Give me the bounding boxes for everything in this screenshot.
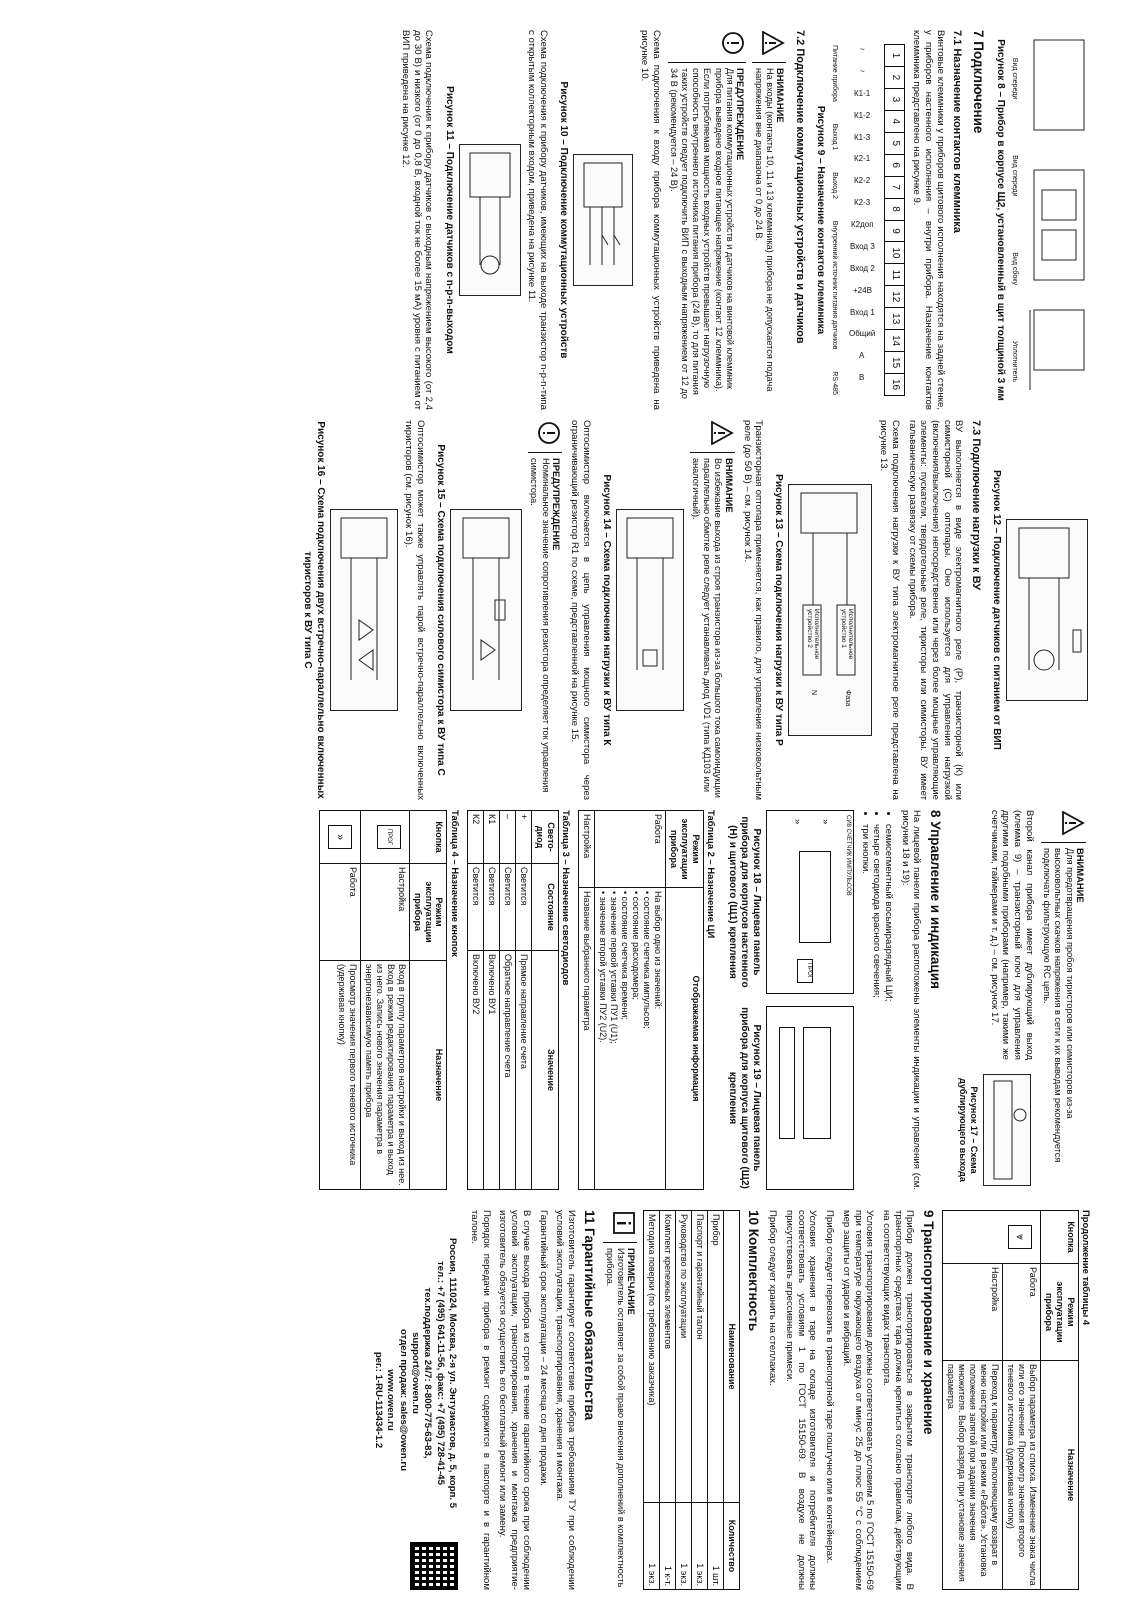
fig17-caption: Рисунок 17 – Схема дублирующего выхода — [957, 1078, 979, 1182]
fig16-diagram — [330, 509, 398, 711]
terminal-label: А — [859, 351, 866, 361]
fig14-caption: Рисунок 14 – Схема подключения нагрузки к ВУ типа К — [600, 474, 612, 746]
table4-continued-title: Продолжение таблицы 4 — [1081, 1210, 1092, 1326]
fig12-diagram — [1006, 519, 1088, 701]
table-cell: Прибор — [708, 1211, 724, 1503]
table-header: Состояние — [531, 864, 558, 951]
table-row — [467, 811, 483, 1190]
warning-title: ВНИМАНИЕ — [723, 458, 735, 513]
table-header: Свето-диод — [531, 811, 558, 864]
fig8-label: Вид спереди — [1011, 155, 1019, 197]
table-row — [595, 811, 666, 1190]
fig13-intro: Схема подключения нагрузки к ВУ типа электромагнитное реле представлена на рисунке 13. — [878, 420, 901, 800]
table-row — [644, 1211, 660, 1590]
table-cell: Выбор параметра из списка. Изменение знака числа или его значения. Просмотр значения второго теневого источника (удерживая кнопку) — [1002, 1361, 1040, 1590]
caution-note — [528, 420, 562, 800]
column-b — [293, 420, 1092, 800]
fig10-caption: Рисунок 10 – Подключение коммутационных устройств — [558, 81, 570, 359]
terminal-label: +24В — [852, 285, 872, 295]
table-cell: На выбор одно из значений: — [653, 891, 664, 1010]
warning-note — [690, 420, 735, 800]
terminal: 11 — [885, 264, 903, 286]
caution-note — [668, 30, 747, 410]
terminal-label: К2-2 — [854, 176, 871, 186]
table-cell: Паспорт и гарантийный талон — [692, 1211, 708, 1503]
table-cell: + — [515, 811, 531, 864]
digital-display — [803, 1027, 831, 1139]
table-cell: • состояние счетчика импульсов; — [642, 891, 653, 1029]
table-header: Кнопка — [409, 811, 447, 864]
table-cell: 1 экз. — [676, 1503, 692, 1590]
section-7-2-title: 7.2 Подключение коммутационных устройств и датчиков — [793, 30, 806, 344]
terminal: 1 — [885, 45, 903, 67]
warning-triangle-icon — [760, 30, 786, 56]
terminal: 15 — [885, 352, 903, 374]
terminal: 7 — [885, 177, 903, 199]
column-c — [313, 810, 1092, 1190]
fig13-label: Исполнительное устройство 1 — [839, 609, 855, 660]
contact-line: отдел продаж: sales@owen.ru — [397, 1329, 409, 1471]
fig15-caption: Рисунок 15 – Схема подключения силового симистора к ВУ типа С — [435, 444, 447, 776]
table3-title: Таблица 3 – Назначение светодиодов — [561, 810, 573, 986]
table-cell: Включено ВУ2 — [467, 951, 483, 1190]
fig9-caption: Рисунок 9 – Назначение контактов клеммника — [814, 105, 826, 335]
section-7-1-title: 7.1 Назначение контактов клеммника — [951, 30, 964, 233]
section-10-title: 10 Комплектность — [745, 1210, 761, 1332]
table-cell: • значение первой уставки ПУ1 (U1); — [609, 891, 620, 1044]
table4-continued — [942, 1210, 1079, 1590]
terminal-label: К1-1 — [854, 88, 871, 98]
transistor-text: Транзисторная оптопара применяется, как правило, для управления низковольтным реле (до 50 В) – см. рисунок 14. — [741, 420, 765, 800]
section-11-text: Гарантийный срок эксплуатации – 24 месяца со дня продажи. — [537, 1210, 549, 1487]
terminal: 10 — [885, 242, 903, 264]
section-7-title: 7 Подключение — [970, 30, 986, 134]
contact-block — [371, 1210, 458, 1590]
table-cell: Просмотр значения первого теневого источника (удерживая кнопку) — [319, 961, 360, 1190]
fig16-caption: Рисунок 16 – Схема подключения двух встречно-параллельно включенных тиристоров к ВУ типа С — [302, 421, 326, 799]
table-row — [660, 1211, 676, 1590]
duplicate-output-text: Второй канал прибора имеет дублирующий выход (клемма 9) – транзисторный ключ для управления другими подобными приборами (например, такими же счетчиками, таймерами и т. д.) – см. рисунок 17. — [988, 810, 1035, 1060]
exclamation-circle-icon — [720, 30, 746, 56]
table-row — [692, 1211, 708, 1590]
caution-title: ПРЕДУПРЕЖДЕНИЕ — [735, 68, 747, 161]
table-kit — [643, 1210, 740, 1590]
table-row — [676, 1211, 692, 1590]
table-row — [483, 811, 499, 1190]
table-cell: Руководство по эксплуатации — [676, 1211, 692, 1503]
table-cell: • состояние счетчика времени; — [620, 891, 631, 1020]
warning-note — [1041, 810, 1086, 1190]
table-header: Режим эксплуатации прибора — [666, 811, 704, 888]
terminal: 12 — [885, 286, 903, 308]
list-item: • семисегментный восьмиразрядный ЦИ; — [882, 824, 894, 1190]
warning-note — [752, 30, 786, 410]
terminal: 5 — [885, 133, 903, 155]
fig13-label: Исполнительное устройство 2 — [805, 609, 821, 660]
section-11-title: 11 Гарантийные обязательства — [582, 1210, 598, 1421]
fig12-intro: Схема подключения к прибору датчиков с выходным напряжением высокого (от 2,4 до 30 В) и низкого (от 0 до 0,8 В, входной ток не более 15 мА) уровня с питанием от ВИП приведена на рисунке 12. — [400, 30, 435, 410]
fig9-side-label: Выход 1 — [831, 123, 839, 151]
section-11-text: Порядок передачи прибора в ремонт содержится в паспорте и в гарантийном талоне. — [469, 1210, 492, 1590]
table-cell: Обратное направление счета — [499, 951, 515, 1190]
fig9-side-label: Выход 2 — [831, 172, 839, 199]
section-9-text: Прибор должен транспортироваться в закрытом транспорте любого вида. В транспортных средствах тара должна крепиться согласно правилам, действующим на соответствующих видах транспорта. — [881, 1210, 916, 1590]
terminal-label: К2доп — [851, 220, 874, 229]
terminal-label: К1-3 — [854, 132, 871, 142]
digital-display — [799, 851, 831, 943]
table-cell: • состояние расходомера; — [631, 891, 642, 1000]
fig19-caption: Рисунок 19 – Лицевая панель прибора для корпуса щитового (Щ2) крепления — [726, 1007, 762, 1189]
table-cell: – — [499, 811, 515, 864]
info-icon — [611, 1210, 637, 1236]
prog-button-icon: ПРОГ — [377, 825, 401, 849]
table-row — [942, 1211, 1002, 1590]
terminal-label: Вход 2 — [850, 263, 875, 273]
exclamation-circle-icon — [536, 420, 562, 446]
table-cell: Прямое направление счета — [515, 951, 531, 1190]
contact-line: тех.поддержка 24/7: 8-800-775-63-83, — [422, 1287, 434, 1459]
table3 — [467, 810, 559, 1190]
terminal: 16 — [889, 378, 901, 391]
note-title: ПРИМЕЧАНИЕ — [626, 1248, 638, 1315]
terminal-label: К1-2 — [854, 110, 871, 120]
table-row — [708, 1211, 724, 1590]
table2 — [578, 810, 704, 1190]
fig11-diagram — [459, 144, 521, 296]
contact-line: support@owen.ru — [409, 1332, 421, 1414]
table4-title: Таблица 4 – Назначение кнопок — [449, 810, 461, 957]
warning-triangle-icon — [709, 420, 735, 446]
info-note — [603, 1210, 637, 1590]
table4 — [319, 810, 448, 1190]
table2-title: Таблица 2 – Назначение ЦИ — [706, 810, 718, 939]
table-cell: • значение второй уставки ПУ2 (U2). — [598, 891, 609, 1043]
section-8-list — [859, 824, 894, 1190]
double-arrow-down-icon: ⩔ — [1008, 1225, 1032, 1249]
fig8-label: Вид спереди — [1011, 57, 1019, 100]
terminal: 9 — [885, 221, 903, 243]
terminal-label: Вход 3 — [850, 241, 875, 251]
table-cell: 1 экз. — [692, 1503, 708, 1590]
terminal: 8 — [885, 199, 903, 221]
table-header: Количество — [724, 1503, 740, 1590]
table-cell: Настройка — [942, 1264, 1002, 1361]
table-cell: 1 к-т. — [660, 1503, 676, 1590]
table-cell: Методика поверки (по требованию заказчика) — [644, 1211, 660, 1503]
table-row — [515, 811, 531, 1190]
fig10-diagram — [573, 154, 633, 286]
warning-text: На входы (контакты 10, 11 и 13 клеммника) прибора не допускается подача напряжения вне диапазона от 0 до 24 В. — [753, 68, 775, 392]
table-cell: Настройка — [579, 811, 595, 888]
table-cell: 1 экз. — [644, 1503, 660, 1590]
terminal: 6 — [885, 155, 903, 177]
fig17-diagram — [983, 1074, 1031, 1186]
fig15-diagram — [450, 509, 522, 711]
front-panel-n-sch1: СИ8 СЧЕТЧИК ИМПУЛЬСОВ » » ПРОГ — [766, 810, 854, 994]
terminal-label: К2-3 — [854, 198, 871, 208]
table-cell: Настройка — [360, 864, 409, 961]
note-text: Изготовитель оставляет за собой право внесения дополнений в комплектность прибора. — [604, 1248, 626, 1588]
table-cell: Светится — [483, 864, 499, 951]
section-9-title: 9 Транспортирование и хранение — [920, 1210, 936, 1435]
fig13-label: Фаза — [844, 690, 852, 707]
terminal-label: Общий — [849, 329, 876, 339]
fig13-label: N — [810, 690, 818, 696]
fig9-side-label: RS-485 — [831, 371, 839, 395]
fig14-diagram — [616, 509, 684, 711]
table-cell: Работа — [319, 864, 360, 961]
table-cell: Светится — [515, 864, 531, 951]
table-header: Наименование — [724, 1211, 740, 1503]
warning-triangle-icon — [1060, 810, 1086, 836]
table-cell: Комплект крепежных элементов — [660, 1211, 676, 1503]
warning-title: ВНИМАНИЕ — [1075, 848, 1086, 903]
terminal-label: В — [859, 373, 866, 383]
contact-line: Россия, 111024, Москва, 2-я ул. Энтузиастов, д. 5, корп. 5 — [447, 1237, 459, 1509]
fig13-diagram — [788, 484, 872, 736]
button-row — [779, 1027, 795, 1139]
table-header: Режим эксплуатации прибора — [409, 864, 447, 961]
fig13-caption: Рисунок 13 – Схема подключения нагрузки к ВУ типа Р — [773, 474, 785, 746]
fig8-caption: Рисунок 8 – Прибор в корпусе Щ2, установленный в щит толщиной 3 мм — [994, 39, 1006, 401]
list-item: • четыре светодиода красного свечения; — [871, 824, 883, 1190]
section-7-1-text: Винтовые клеммники у приборов щитового исполнения находятся на задней стенке, у приборов настенного исполнения – внутри прибора. Назначение контактов клеммника представлено на рисунке 9. — [911, 30, 946, 410]
section-9-text: Условия транспортирования должны соответствовать условиям 5 по ГОСТ 15150-69 при температуре окружающего воздуха от минус 25 до плюс 55 °С с соблюдением мер защиты от ударов и вибраций. — [840, 1210, 876, 1590]
section-9-text: Прибор следует хранить на стеллажах. — [767, 1210, 779, 1386]
terminal: 14 — [885, 330, 903, 352]
table-header: Значение — [531, 951, 558, 1190]
list-item: • три кнопки. — [859, 824, 871, 1190]
table-header: Назначение — [1040, 1361, 1078, 1590]
caution-text: Для питания коммутационных устройств и датчиков на винтовой клеммник прибора выведено входное питающее напряжение (контакт 12 клеммника). Если потребляемая мощность входных устройств превышает нагрузочную способность внутреннего источника питания прибора (24 В), то для питания таких устройств следует подключить ВИП с выходным напряжением от 12 до 34 В (рекомендуется – 24 В). — [668, 68, 735, 399]
column-a — [394, 30, 1092, 410]
terminal: 2 — [885, 67, 903, 89]
terminal-label: ~ — [860, 66, 865, 76]
terminal: 4 — [885, 111, 903, 133]
section-9-text: Прибор следует перевозить в транспортной таре поштучно или в контейнерах. — [824, 1210, 836, 1564]
table-cell: Вход в группу параметров настройки и выход из нее. Вход в режим редактирования параметра и выход из него. Запись нового значения параметра в энергонезависимую память прибора — [360, 961, 409, 1190]
table-cell: Светится — [467, 864, 483, 951]
fig11-caption: Рисунок 11 – Подключение датчиков с n-p-n-выходом — [443, 86, 455, 354]
front-panel-sch2 — [766, 1006, 854, 1190]
table-cell: Работа — [595, 811, 666, 888]
fig9-side-label: Питание прибора — [831, 45, 839, 102]
section-11-text: В случае выхода прибора из строя в течение гарантийного срока при соблюдении условий эксплуатации, транспортирования, хранения и монтажа предприятие-изготовитель обязуется осуществить его бесплатный ремонт или замену. — [497, 1210, 532, 1590]
terminal-block — [884, 44, 904, 396]
right-spread — [0, 810, 1132, 1600]
table-cell: К1 — [483, 811, 499, 864]
terminal-label: ~ — [860, 45, 865, 54]
fig9-side-label: Внутренний источник питания датчиков — [831, 220, 839, 350]
table-header: Назначение — [409, 961, 447, 1190]
fig18-caption: Рисунок 18 – Лицевая панель прибора для корпусов настенного (Н) и щитового (Щ1) крепления — [726, 816, 762, 988]
contact-line: рег.: 1-RU-113434-1.2 — [372, 1351, 384, 1449]
table-cell: Работа — [1002, 1264, 1040, 1361]
table-row — [319, 811, 360, 1190]
column-d — [371, 1210, 1092, 1590]
table-header: Режим эксплуатации прибора — [1040, 1264, 1078, 1361]
contact-line: www.owen.ru — [385, 1369, 397, 1431]
fast-forward-icon: » — [328, 825, 352, 849]
fig12-caption: Рисунок 12 – Подключение датчиков с питанием от ВИП — [991, 470, 1002, 750]
table-header: Отображаемая информация — [666, 888, 704, 1190]
caution-text: Номинальное значение сопротивления резистора определяет ток управления симистора. — [529, 458, 551, 793]
table-cell: Светится — [499, 864, 515, 951]
fast-forward-icon: » — [819, 819, 831, 825]
table-row — [1002, 1211, 1040, 1590]
terminal-label: Вход 1 — [850, 307, 875, 317]
contact-line: тел.: +7 (495) 641-11-56, факс: +7 (495) 728-41-45 — [434, 1261, 446, 1485]
fig11-intro: Схема подключения к прибору датчиков, имеющих на выходе транзистор n-p-n-типа с открытым коллекторным входом, приведена на рисунке 11. — [526, 30, 549, 410]
terminal-label: К2-1 — [854, 154, 871, 164]
fig8-drawing — [1022, 30, 1092, 410]
section-8-text: На лицевой панели прибора расположены элементы индикации и управления (см. рисунки 18 и 19): — [899, 810, 923, 1190]
table-cell: Переход к параметру, выполняющему возврат в меню настройки или в режим «Работа». Установка положения запятой при задании значения множителя. Выбор разряда при установке значения параметра — [942, 1361, 1002, 1590]
table-row — [499, 811, 515, 1190]
fig8-label: Уплотнитель — [1011, 340, 1019, 383]
fast-forward-icon: » — [791, 819, 803, 825]
terminal-labels — [840, 45, 884, 395]
terminal: 13 — [885, 308, 903, 330]
fig8-label: Вид сбоку — [1011, 252, 1019, 285]
section-9-text: Условия хранения в таре на складе изготовителя и потребителя должны соответствовать условиям 1 по ГОСТ 15150-69. В воздухе не должны присутствовать агрессивные примеси. — [784, 1210, 819, 1590]
terminal: 3 — [885, 89, 903, 111]
fig16-intro: Оптосимистор может также управлять парой встречно-параллельно включенных тиристоров (см. рисунок 16). — [403, 420, 427, 800]
table-cell: Название выбранного параметра — [579, 888, 595, 1190]
table-cell: Включено ВУ1 — [483, 951, 499, 1190]
section-7-3-text: ВУ выполняется в виде электромагнитного реле (Р), транзисторной (К) или симисторной (С) оптопары. Оно используется для управления нагрузкой (включения/выключения) непосредственно или через более мощные управляющие элементы: пускатели, твердотельные реле, тиристоры или симисторы. ВУ имеет гальваническую развязку от схемы прибора. — [906, 420, 965, 800]
section-11-text: Изготовитель гарантирует соответствие прибора требованиям ТУ при соблюдении условий эксплуатации, транспортирования, хранения и монтажа. — [554, 1210, 578, 1590]
warning-title: ВНИМАНИЕ — [775, 68, 787, 123]
warning-text: Для предотвращения пробоя тиристоров или симисторов из-за высоковольтных скачков напряжения в сети к их выводам рекомендуется подключать фильтрующую RC цепь. — [1042, 848, 1075, 1163]
table-cell: К2 — [467, 811, 483, 864]
warning-text: Во избежание выхода из строя транзистора из-за большого тока самоиндукции параллельно обмотке реле следует устанавливать диод VD1 (типа КД103 или аналогичный). — [690, 458, 724, 798]
fig10-intro: Схема подключения к входу прибора коммутационных устройств приведена на рисунке 10. — [638, 30, 662, 410]
panel-brand: СИ8 СЧЕТЧИК ИМПУЛЬСОВ — [844, 815, 851, 896]
table-cell: 1 шт. — [708, 1503, 724, 1590]
symistor-text: Оптосимистор включается в цепь управления мощного симистора через ограничивающий резистор R1 по схеме, представленной на рисунке 15. — [568, 420, 592, 800]
caution-title: ПРЕДУПРЕЖДЕНИЕ — [551, 458, 563, 551]
section-7-3-title: 7.3 Подключение нагрузки к ВУ — [969, 420, 982, 591]
table-row — [579, 811, 595, 1190]
table-row — [360, 811, 409, 1190]
section-8-title: 8 Управление и индикация — [927, 810, 943, 989]
table-header: Кнопка — [1040, 1211, 1078, 1264]
qr-code-icon — [410, 1542, 458, 1590]
